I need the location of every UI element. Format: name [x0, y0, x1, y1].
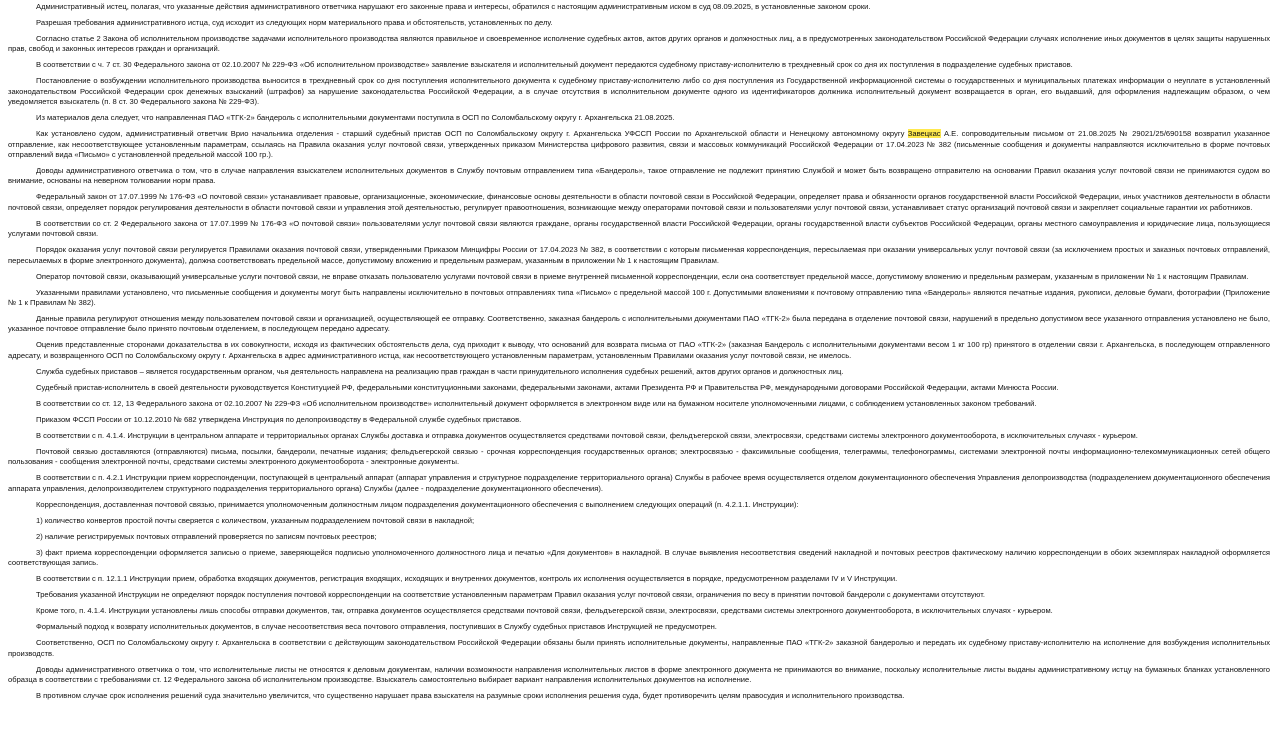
paragraph: В соответствии со ст. 2 Федерального закона от 17.07.1999 № 176-ФЗ «О почтовой связи» пользователями услуг почтовой связи являются граждане, органы государственной власти Российской Федерации, органы государственной власти субъектов Российской Федерации, органы местного самоуправления и юридические лица, пользующиеся услугами почтовой связи.	[8, 218, 1270, 239]
highlighted-name: Завецкас	[907, 129, 941, 139]
paragraph: Данные правила регулируют отношения между пользователем почтовой связи и организацией, осуществляющей ее отправку. Соответственно, заказная бандероль с исполнительными документами ПАО «ТГК-2» была передана в отделение почтовой связи, нарушений в предельно допустимом весе указанного отправления установлено не было, указанное почтовое отправление было принято почтовым отделением, в последующем передано адресату.	[8, 314, 1270, 334]
paragraph: Порядок оказания услуг почтовой связи регулируется Правилами оказания почтовой связи, утвержденными Приказом Минцифры России от 17.04.2023 № 382, в соответствии с которым письменная корреспонденция, пересылаемая при оказании универсальных услуг почтовой связи (за исключением простых и заказных почтовых отправлений, пересылаемых в форме электронного документа), должна соответствовать предельной массе, допустимому вложению и предельным размерам, указанным в приложении № 1 к настоящим Правилам.	[8, 245, 1270, 265]
paragraph: Разрешая требования административного истца, суд исходит из следующих норм материального права и обстоятельств, установленных по делу.	[36, 18, 553, 27]
paragraph: В соответствии с п. 4.1.4. Инструкции в центральном аппарате и территориальных органах Службы доставка и отправка документов осуществляется средствами почтовой связи, фельдъегерской связи, электросвязи, средствами системы электронного документооборота, в исключительных случаях - курьером.	[36, 430, 1138, 440]
paragraph: Из материалов дела следует, что направленная ПАО «ТГК-2» бандероль с исполнительными документами поступила в ОСП по Соломбальскому округу г. Архангельска 21.08.2025.	[36, 113, 675, 123]
paragraph: Доводы административного ответчика о том, что исполнительные листы не относятся к деловым документам, наличии возможности направления исполнительных листов в форме электронного документа не принимаются во внимание, поскольку исполнительные листы выданы административному истцу на бумажных бланках установленного образца в соответствии с требованиями ст. 12 Федерального закона об исполнительном производстве. Взыскатель самостоятельно выбирает вариант направления исполнительных документов на исполнение.	[8, 664, 1270, 684]
paragraph: Административный истец, полагая, что указанные действия административного ответчика нарушают его законные права и интересы, обратился с настоящим административным иском в суд 08.09.2025, в установленные законом сроки.	[36, 2, 871, 11]
list-item: 3) факт приема корреспонденции оформляется записью о приеме, заверяющейся подписью уполномоченного должностного лица и печатью «Для документов» в накладной. В случае выявления несоответствия сведений накладной и почтовых реестров фактическому наличию корреспонденции в обоих экземплярах накладной оформляется соответствующая запись.	[8, 547, 1270, 568]
paragraph: Формальный подход к возврату исполнительных документов, в случае несоответствия веса почтового отправления, поступивших в Службу судебных приставов Инструкцией не предусмотрен.	[36, 622, 717, 632]
paragraph: Судебный пристав-исполнитель в своей деятельности руководствуется Конституцией РФ, федеральными конституционными законами, федеральными законами, актами Президента РФ и Правительства РФ, международными договорами Российской Федерации, актами Минюста России.	[36, 382, 1059, 392]
paragraph: Требования указанной Инструкции не определяют порядок поступления почтовой корреспонденции на соответствие установленным параметрам Правил оказания услуг почтовой связи, ограничения по весу в принятии почтовой бандероли с документами отсутствуют.	[36, 590, 985, 600]
paragraph: В соответствии с п. 12.1.1 Инструкции прием, обработка входящих документов, регистрация входящих, исходящих и внутренних документов, контроль их исполнения осуществляется в порядке, предусмотренном разделами IV и V Инструкции.	[36, 574, 898, 584]
paragraph: Постановление о возбуждении исполнительного производства выносится в трехдневный срок со дня поступления исполнительного документа к судебному приставу-исполнителю либо со дня поступления из Государственной информационной системы о государственных и муниципальных платежах информации о неуплате в установленный законодательством Российской Федерации срок денежных взысканий (штрафов) за нарушение законодательства Российской Федерации, а в случае отсутствия в исполнительном документе одного из идентификаторов должника исполнительный документ возвращается в орган, его выдавший, для оформления надлежащим образом, о чем уведомляется взыскатель (п. 8 ст. 30 Федерального закона № 229-ФЗ).	[8, 76, 1270, 107]
paragraph-text: Как установлено судом, административный ответчик Врио начальника отделения - старший судебный пристав ОСП по Соломбальскому округу г. Архангельска УФССП России по Архангельской области и Ненецкому автономному округу	[36, 129, 908, 139]
paragraph: Служба судебных приставов – является государственным органом, чья деятельность направлена на реализацию прав граждан в части принудительного исполнения судебных решений, актов других органов и должностных лиц.	[36, 366, 844, 376]
paragraph: Согласно статье 2 Закона об исполнительном производстве задачами исполнительного производства являются правильное и своевременное исполнение судебных актов, актов других органов и должностных лиц, а в предусмотренных законодательством Российской Федерации случаях исполнение иных документов в целях защиты нарушенных прав, свобод и законных интересов граждан и организаций.	[8, 34, 1270, 54]
paragraph: В противном случае срок исполнения решений суда значительно увеличится, что существенно нарушает права взыскателя на разумные сроки исполнения решения суда, будет противоречить целям правосудия и исполнительного производства.	[36, 690, 905, 700]
paragraph: Корреспонденция, доставленная почтовой связью, принимается уполномоченным должностным лицом подразделения документационного обеспечения с выполнением следующих операций (п. 4.2.1.1. Инструкции):	[36, 499, 799, 509]
paragraph: В соответствии с ч. 7 ст. 30 Федерального закона от 02.10.2007 № 229-ФЗ «Об исполнительном производстве» заявление взыскателя и исполнительный документ передаются судебному приставу-исполнителю в трехдневный срок со дня их поступления в подразделение судебных приставов.	[36, 60, 1073, 70]
paragraph: Указанными правилами установлено, что письменные сообщения и документы могут быть направлены исключительно в почтовых отправлениях типа «Письмо» с предельной массой 100 г. Допустимыми вложениями к почтовому отправлению типа «Бандероль» являются печатные издания, рукописи, деловые бумаги, фотографии (Приложение № 1 к Правилам № 382).	[8, 287, 1270, 308]
list-item: 2) наличие регистрируемых почтовых отправлений проверяется по записям почтовых реестров;	[36, 531, 377, 541]
paragraph: Кроме того, п. 4.1.4. Инструкции установлены лишь способы отправки документов, так, отправка документов осуществляется средствами почтовой связи, фельдъегерской связи, электросвязи, средствами системы электронного документооборота, в исключительных случаях - курьером.	[36, 606, 1053, 616]
paragraph: Оценив представленные сторонами доказательства в их совокупности, исходя из фактических обстоятельств дела, суд приходит к выводу, что оснований для возврата письма от ПАО «ТГК-2» (заказная Бандероль с исполнительными документами весом 1 кг 100 гр) принятого в отделении связи г. Архангельска, в последующем отправленного адресату, и возвращенного ОСП по Соломбальскому округу г. Архангельска в адрес административного истца, как несоответствующего установленным параметрам, установленным Правилами оказания услуг почтовой связи, не имелось.	[8, 340, 1270, 360]
paragraph: В соответствии с п. 4.2.1 Инструкции прием корреспонденции, поступающей в центральный аппарат (аппарат управления и структурное подразделение территориального органа) Службы в рабочее время осуществляется отделом документационного обеспечения Управления делопроизводства (подразделением документационного обеспечения аппарата управления, делопроизводителем структурного подразделения территориального органа) Службы (далее - подразделение документационного обеспечения).	[8, 473, 1270, 493]
paragraph: Оператор почтовой связи, оказывающий универсальные услуги почтовой связи, не вправе отказать пользователю услугами почтовой связи в приеме внутренней письменной корреспонденции, если она соответствует предельной массе, допустимому вложению и предельным размерам, указанным в приложении № 1 к настоящим Правилам.	[36, 271, 1249, 281]
paragraph: Соответственно, ОСП по Соломбальскому округу г. Архангельска в соответствии с действующим законодательством Российской Федерации обязаны были принять исполнительные документы, направленные ПАО «ТГК-2» заказной бандеролью и передать их судебному приставу-исполнителю на исполнение для возбуждения исполнительных производств.	[8, 638, 1270, 658]
paragraph: Приказом ФССП России от 10.12.2010 № 682 утверждена Инструкция по делопроизводству в Федеральной службе судебных приставов.	[36, 414, 522, 424]
paragraph: Федеральный закон от 17.07.1999 № 176-ФЗ «О почтовой связи» устанавливает правовые, организационные, экономические, финансовые основы деятельности в области почтовой связи в Российской Федерации, определяет права и обязанности органов государственной власти Российской Федерации, иных участников деятельности в области почтовой связи, определяет порядок регулирования деятельности в области почтовой связи и управления этой деятельностью, регулирует правоотношения, возникающие между операторами почтовой связи и пользователями услуг почтовой связи, устанавливает статус организаций почтовой связи и закрепляет социальные гарантии их работников.	[8, 192, 1270, 212]
list-item: 1) количество конвертов простой почты сверяется с количеством, указанным подразделением почтовой связи в накладной;	[36, 515, 475, 525]
paragraph	[8, 129, 1270, 160]
paragraph: Доводы административного ответчика о том, что в случае направления взыскателем исполнительных документов в Службу почтовым отправлением типа «Бандероль», такое отправление не подлежит принятию Службой и может быть возвращено отправителю на основании Правил оказания услуг почтовой связи не принимаются судом во внимание, основаны на неверном толковании норм права.	[8, 166, 1270, 186]
paragraph-text: А.Е. сопроводительным письмом от 21.08.2025 № 29021/25/690158 возвратил указанное отправление, как несоответствующее установленным параметрам, ссылаясь на Правила оказания услуг почтовой связи, утвержденных приказом Министерства цифрового развития, связи и массовых коммуникаций Российской Федерации от 17.04.2023 № 382 (письменные сообщения и документы направляются исключительно в форме почтовых отправлений вида «Письмо» с установленной предельной массой 100 гр.).	[8, 129, 1270, 160]
paragraph: Почтовой связью доставляются (отправляются) письма, посылки, бандероли, печатные издания; фельдъегерской связью - срочная корреспонденция государственных органов; электросвязью - факсимильные сообщения, телеграммы, телефонограммы, системами электронной почты информационно-телекоммуникационных сетей общего пользования - сообщения электронной почты, средствами системы электронного документооборота - электронные документы.	[8, 446, 1270, 467]
paragraph: В соответствии со ст. 12, 13 Федерального закона от 02.10.2007 № 229-ФЗ «Об исполнительном производстве» исполнительный документ оформляется в электронном виде или на бумажном носителе уполномоченными лицами, с соблюдением установленных законом требований.	[36, 398, 1037, 408]
